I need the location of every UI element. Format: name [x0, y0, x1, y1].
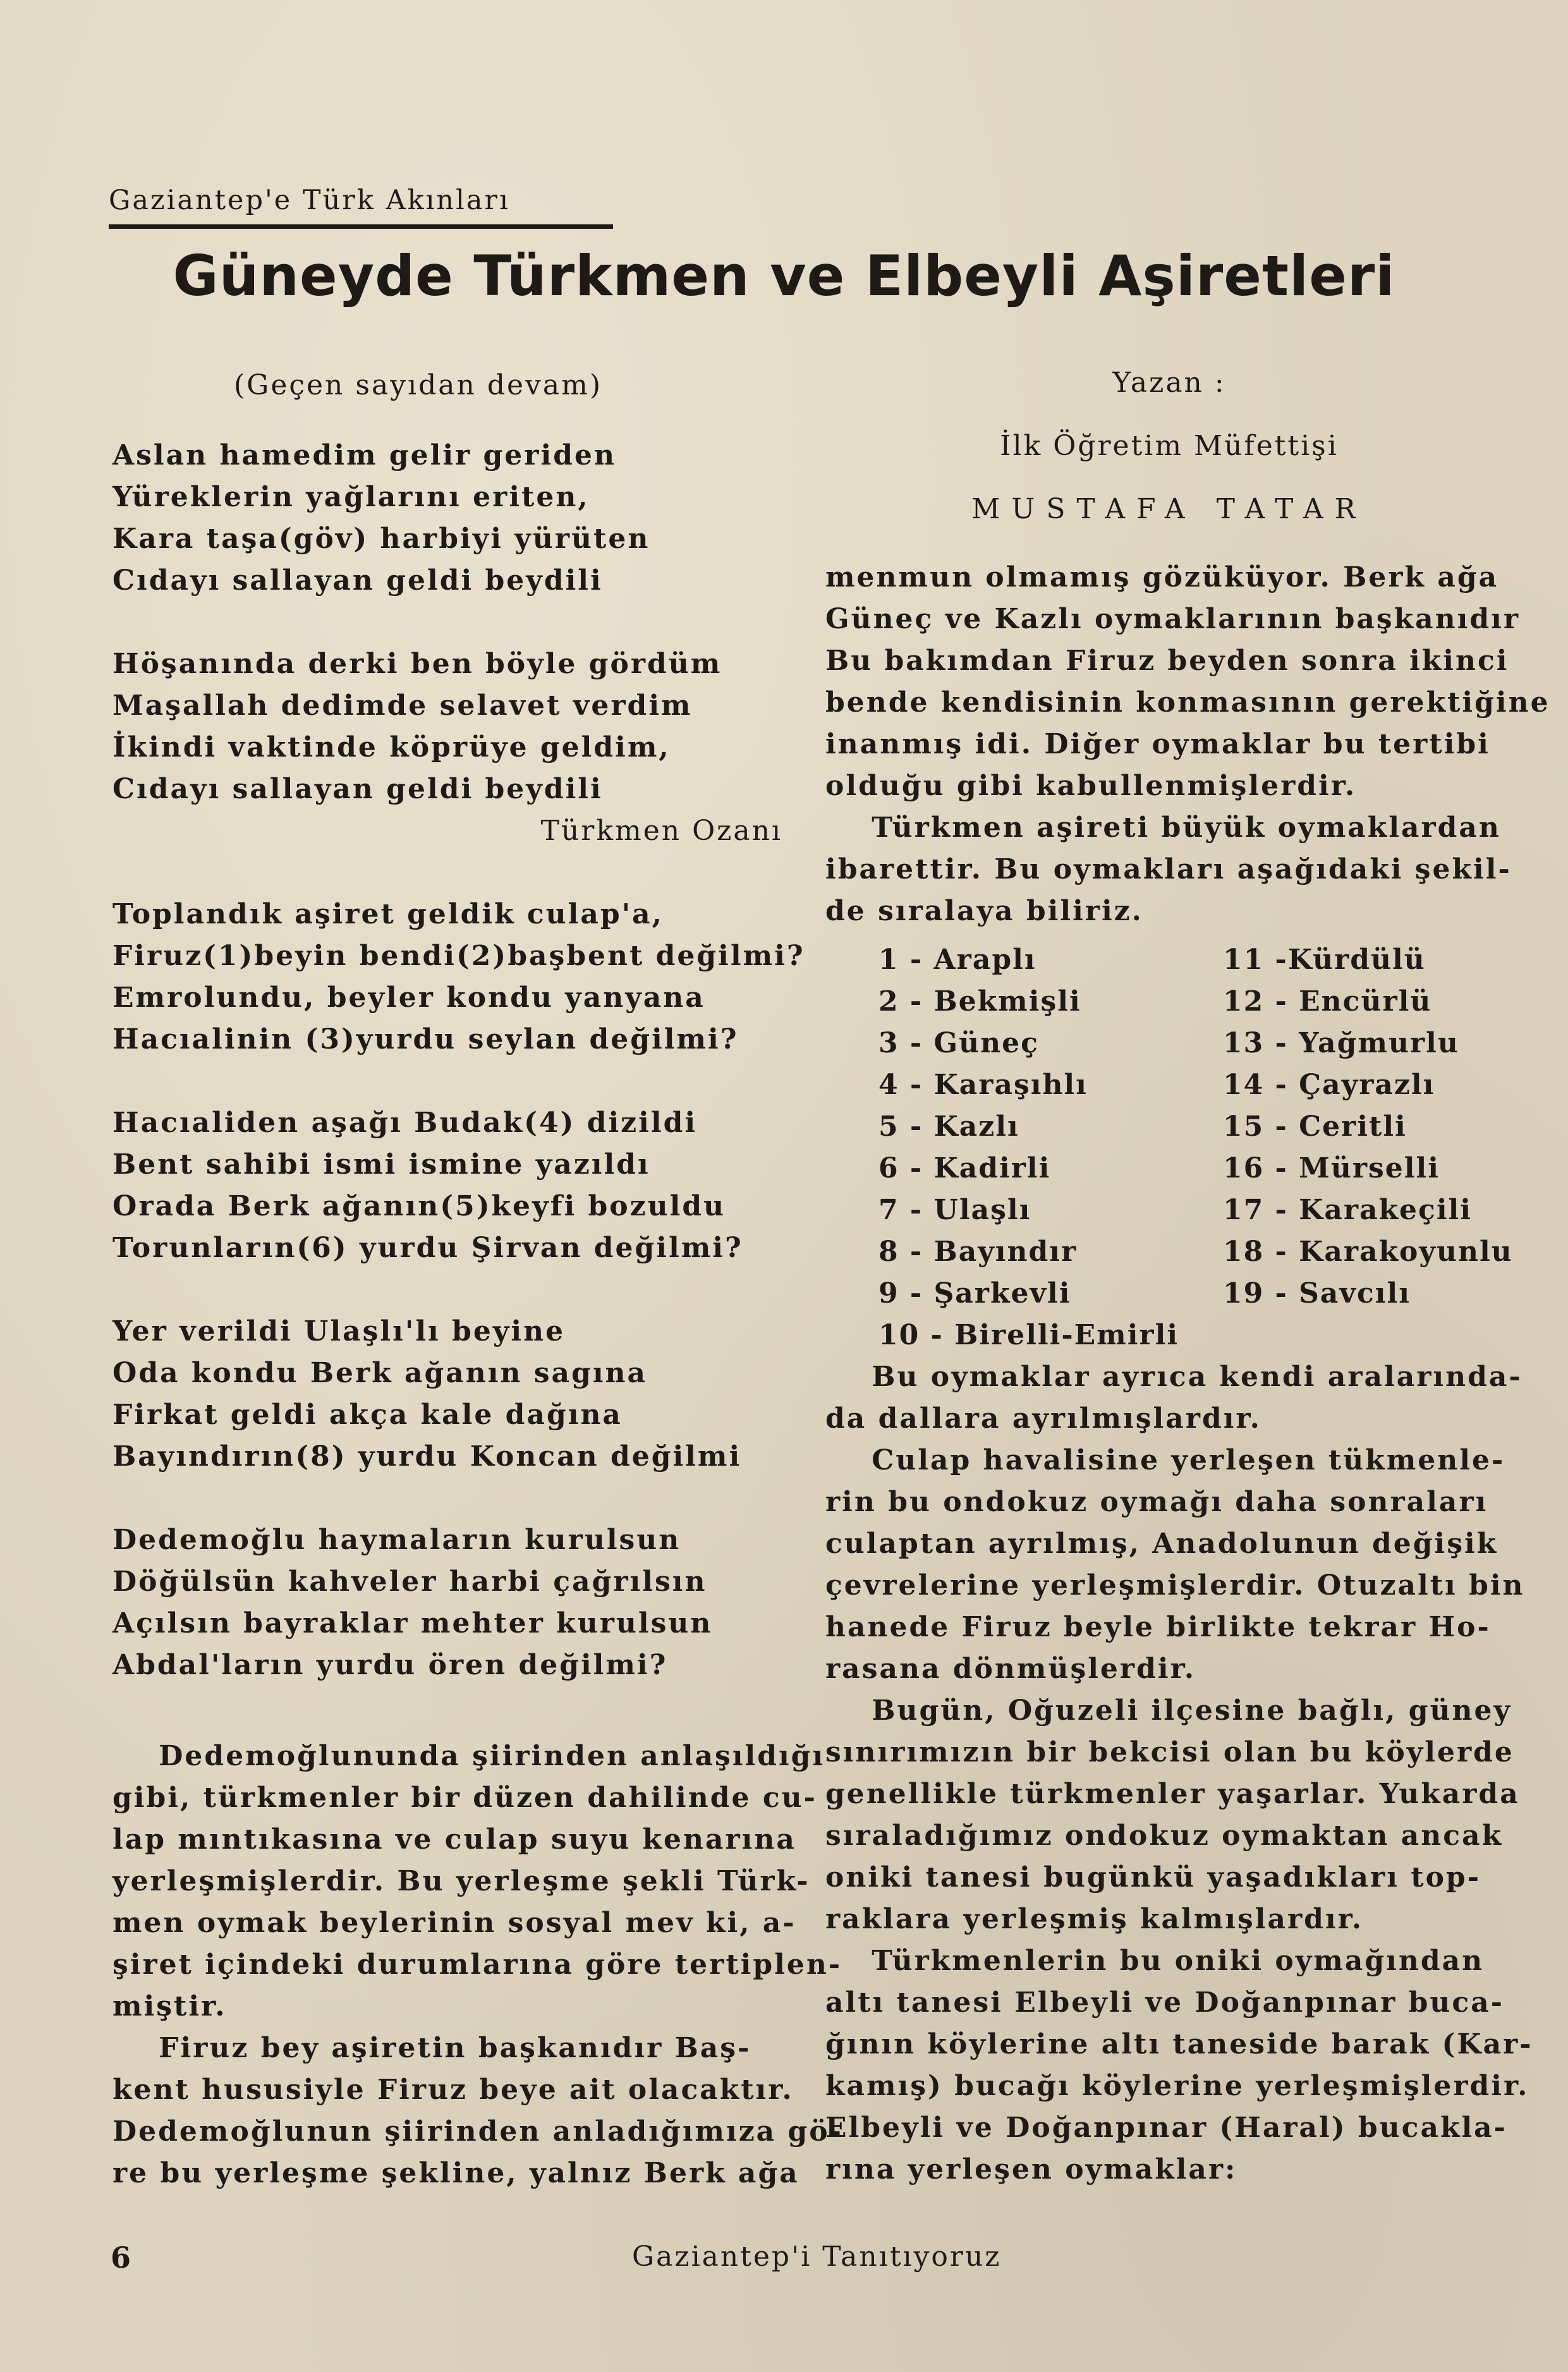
prose-line: hanede Firuz beyle birlikte tekrar Ho-	[825, 1611, 1491, 1643]
poem-line: Firuz(1)beyin bendi(2)başbent değilmi?	[112, 940, 805, 972]
tribe-item: 11 -Kürdülü	[1223, 944, 1426, 976]
prose-line: Bu bakımdan Firuz beyden sonra ikinci	[825, 645, 1509, 677]
prose-line: culaptan ayrılmış, Anadolunun değişik	[825, 1528, 1498, 1560]
poem-line: Döğülsün kahveler harbi çağrılsın	[112, 1566, 707, 1598]
poem-line: Cıdayı sallayan geldi beydili	[112, 773, 603, 805]
tribe-item: 15 - Ceritli	[1223, 1110, 1407, 1143]
poem-line: Orada Berk ağanın(5)keyfi bozuldu	[112, 1190, 726, 1222]
poem-attribution: Türkmen Ozanı	[540, 815, 782, 847]
prose-line: Türkmen aşireti büyük oymaklardan	[825, 812, 1501, 844]
poem-line: Hacıaliden aşağı Budak(4) dizildi	[112, 1107, 698, 1139]
poem-line: Dedemoğlu haymaların kurulsun	[112, 1524, 681, 1556]
prose-line: sıraladığımız ondokuz oymaktan ancak	[825, 1820, 1504, 1852]
author-name: MUSTAFA TATAR	[971, 493, 1367, 525]
prose-line: Bu oymaklar ayrıca kendi aralarında-	[825, 1361, 1522, 1393]
poem	[112, 435, 808, 1728]
poem-line: Kara taşa(göv) harbiyi yürüten	[112, 523, 650, 555]
poem-stanza	[112, 1519, 808, 1686]
poem-stanza	[112, 435, 808, 602]
prose-line: Elbeyli ve Doğanpınar (Haral) bucakla-	[825, 2112, 1507, 2144]
prose-line: inanmış idi. Diğer oymaklar bu tertibi	[825, 728, 1490, 760]
prose-line: miştir.	[112, 1990, 227, 2022]
tribe-item: 16 - Mürselli	[1223, 1152, 1440, 1184]
section-header: Gaziantep'e Türk Akınları	[109, 185, 510, 216]
poem-line: Yer verildi Ulaşlı'lı beyine	[112, 1315, 566, 1347]
prose-line: de sıralaya biliriz.	[825, 895, 1143, 927]
prose-line: menmun olmamış gözüküyor. Berk ağa	[825, 561, 1499, 593]
tribe-item: 3 - Güneç	[878, 1027, 1039, 1059]
tribe-item: 10 - Birelli-Emirli	[878, 1319, 1179, 1351]
tribe-item: 7 - Ulaşlı	[878, 1194, 1031, 1226]
left-prose	[112, 1736, 843, 2194]
byline	[822, 351, 1517, 541]
author-role: İlk Öğretim Müfettişi	[1000, 430, 1339, 462]
right-prose-before	[825, 557, 1550, 932]
poem-line: Toplandık aşiret geldik culap'a,	[112, 898, 664, 930]
poem-stanza	[112, 643, 808, 852]
prose-line: Firuz bey aşiretin başkanıdır Baş-	[112, 2032, 751, 2064]
poem-line: Oda kondu Berk ağanın sagına	[112, 1357, 648, 1389]
prose-line: lap mıntıkasına ve culap suyu kenarına	[112, 1823, 796, 1856]
prose-line: olduğu gibi kabullenmişlerdir.	[825, 770, 1357, 802]
tribe-list-column-1	[878, 939, 1179, 1356]
prose-line: kent hususiyle Firuz beye ait olacaktır.	[112, 2074, 794, 2106]
continued-note: (Geçen sayıdan devam)	[234, 369, 603, 401]
poem-line: Hacıalinin (3)yurdu seylan değilmi?	[112, 1023, 739, 1055]
tribe-list-column-2	[1223, 939, 1513, 1315]
poem-line: İkindi vaktinde köprüye geldim,	[112, 731, 671, 763]
prose-line: yerleşmişlerdir. Bu yerleşme şekli Türk-	[112, 1865, 810, 1897]
tribe-item: 19 - Savcılı	[1223, 1277, 1411, 1310]
prose-line: ğının köylerine altı tanesidе barak (Kar-	[825, 2028, 1533, 2060]
poem-line: Bent sahibi ismi ismine yazıldı	[112, 1148, 650, 1181]
tribe-item: 13 - Yağmurlu	[1223, 1027, 1459, 1059]
prose-line: Türkmenlerin bu oniki oymağından	[825, 1945, 1485, 1977]
poem-line: Bayındırın(8) yurdu Koncan değilmi	[112, 1440, 742, 1473]
prose-line: raklara yerleşmiş kalmışlardır.	[825, 1903, 1364, 1935]
poem-line: Yüreklerin yağlarını eriten,	[112, 481, 590, 513]
prose-line: altı tanesi Elbeyli ve Doğanpınar buca-	[825, 1986, 1504, 2019]
prose-line: çevrelerine yerleşmişlerdir. Otuzaltı bin	[825, 1569, 1525, 1602]
prose-line: kamış) bucağı köylerine yerleşmişlerdir.	[825, 2070, 1529, 2102]
tribe-item: 2 - Bekmişli	[878, 985, 1081, 1018]
header-underline	[109, 224, 613, 229]
poem-stanza	[112, 1311, 808, 1478]
byline-label: Yazan :	[1112, 367, 1226, 399]
poem-stanza	[112, 894, 808, 1061]
prose-line: rasana dönmüşlerdir.	[825, 1653, 1196, 1685]
prose-line: Culap havalisine yerleşen tükmenle-	[825, 1444, 1505, 1476]
poem-line: Aslan hamedim gelir geriden	[112, 439, 616, 471]
poem-line: Açılsın bayraklar mehter kurulsun	[112, 1607, 713, 1639]
right-prose-after	[825, 1356, 1533, 2191]
poem-line: Torunların(6) yurdu Şirvan değilmi?	[112, 1232, 743, 1264]
tribe-item: 1 - Araplı	[878, 944, 1036, 976]
prose-line: bende kendisinin konmasının gerektiğine	[825, 686, 1550, 719]
prose-line: Güneç ve Kazlı oymaklarının başkanıdır	[825, 603, 1521, 635]
tribe-item: 4 - Karaşıhlı	[878, 1069, 1088, 1101]
tribe-item: 12 - Encürlü	[1223, 985, 1432, 1018]
prose-line: genellikle türkmenler yaşarlar. Yukarda	[825, 1778, 1520, 1810]
tribe-item: 9 - Şarkevli	[878, 1277, 1071, 1310]
tribe-item: 17 - Karakeçili	[1223, 1194, 1472, 1226]
poem-line: Höşanında derki ben böyle gördüm	[112, 648, 722, 680]
prose-line: sınırımızın bir bekcisi olan bu köylerde	[825, 1736, 1514, 1768]
poem-line: Emrolundu, beyler kondu yanyana	[112, 982, 705, 1014]
tribe-item: 18 - Karakoyunlu	[1223, 1236, 1513, 1268]
prose-line: Dedemoğlununda şiirinden anlaşıldığı	[112, 1740, 825, 1772]
prose-line: men oymak beylerinin sosyal mev ki, a-	[112, 1907, 796, 1939]
prose-line: şiret içindeki durumlarına göre tertiplen-	[112, 1949, 842, 1981]
poem-line: Maşallah dedimde selavet verdim	[112, 690, 693, 722]
prose-line: Bugün, Oğuzeli ilçesine bağlı, güney	[825, 1694, 1512, 1727]
tribe-item: 6 - Kadirli	[878, 1152, 1051, 1184]
prose-line: rin bu ondokuz oymağı daha sonraları	[825, 1486, 1488, 1518]
prose-line: gibi, türkmenler bir düzen dahilinde cu-	[112, 1782, 817, 1814]
prose-line: ibarettir. Bu oymakları aşağıdaki şekil-	[825, 853, 1512, 885]
prose-line: Dedemoğlunun şiirinden anladığımıza gö-	[112, 2115, 843, 2148]
tribe-item: 8 - Bayındır	[878, 1236, 1078, 1268]
poem-line: Cıdayı sallayan geldi beydili	[112, 564, 603, 597]
tribe-item: 5 - Kazlı	[878, 1110, 1019, 1143]
prose-line: da dallara ayrılmışlardır.	[825, 1402, 1261, 1435]
prose-line: oniki tanesi bugünkü yaşadıkları top-	[825, 1861, 1481, 1894]
prose-line: rına yerleşen oymaklar:	[825, 2153, 1237, 2186]
poem-stanza	[112, 1102, 808, 1269]
poem-line: Abdal'ların yurdu ören değilmi?	[112, 1649, 668, 1681]
footer-publication: Gaziantep'i Tanıtıyoruz	[632, 2241, 1002, 2273]
poem-line: Firkat geldi akça kale dağına	[112, 1399, 623, 1431]
tribe-item: 14 - Çayrazlı	[1223, 1069, 1435, 1101]
article-title: Güneyde Türkmen ve Elbeyli Aşiretleri	[173, 243, 1395, 308]
prose-line: re bu yerleşme şekline, yalnız Berk ağa	[112, 2157, 799, 2189]
page-number: 6	[111, 2241, 131, 2275]
